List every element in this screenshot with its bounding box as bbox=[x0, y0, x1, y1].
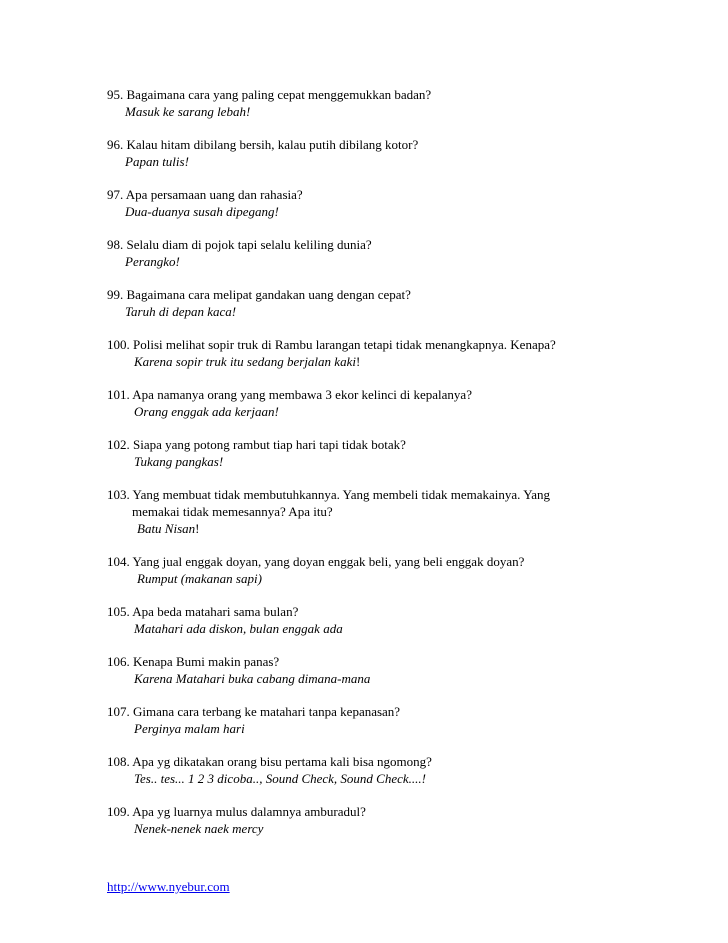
question-number: 98. bbox=[107, 237, 124, 252]
question-text: Bagaimana cara yang paling cepat menggemukkan badan? bbox=[126, 87, 432, 102]
question-text: Yang jual enggak doyan, yang doyan enggak beli, yang beli enggak doyan? bbox=[132, 554, 525, 569]
answer bbox=[107, 570, 617, 587]
answer bbox=[107, 770, 617, 787]
answer-text: Perangko! bbox=[125, 254, 180, 269]
answer bbox=[107, 403, 617, 420]
question-number: 95. bbox=[107, 87, 124, 102]
question-text: Apa beda matahari sama bulan? bbox=[132, 604, 299, 619]
answer bbox=[107, 253, 617, 270]
question-number: 103. bbox=[107, 487, 130, 502]
question bbox=[107, 136, 617, 153]
answer-text: Orang enggak ada kerjaan! bbox=[134, 404, 279, 419]
qa-item bbox=[107, 753, 617, 787]
question bbox=[107, 703, 617, 720]
answer bbox=[107, 103, 617, 120]
question-continuation: memakai tidak memesannya? Apa itu? bbox=[132, 504, 333, 519]
answer-text: Tes.. tes... 1 2 3 dicoba.., Sound Check, Sound Check....! bbox=[134, 771, 426, 786]
answer bbox=[107, 820, 617, 837]
answer-text: Karena Matahari buka cabang dimana-mana bbox=[134, 671, 371, 686]
question-text: Siapa yang potong rambut tiap hari tapi tidak botak? bbox=[133, 437, 406, 452]
question-number: 108. bbox=[107, 754, 130, 769]
question-number: 104. bbox=[107, 554, 130, 569]
answer bbox=[107, 670, 617, 687]
answer-text: Karena sopir truk itu sedang berjalan kaki bbox=[134, 354, 356, 369]
qa-item bbox=[107, 653, 617, 687]
answer-text: Masuk ke sarang lebah! bbox=[125, 104, 251, 119]
question-text: Yang membuat tidak membutuhkannya. Yang membeli tidak memakainya. Yang bbox=[132, 487, 551, 502]
qa-item bbox=[107, 136, 617, 170]
answer bbox=[107, 520, 617, 537]
qa-item bbox=[107, 186, 617, 220]
question bbox=[107, 603, 617, 620]
question-number: 105. bbox=[107, 604, 130, 619]
qa-item bbox=[107, 603, 617, 637]
qa-item bbox=[107, 803, 617, 837]
answer bbox=[107, 453, 617, 470]
answer-text: Matahari ada diskon, bulan enggak ada bbox=[134, 621, 343, 636]
question bbox=[107, 653, 617, 670]
question bbox=[107, 553, 617, 570]
question-number: 96. bbox=[107, 137, 124, 152]
answer-text: Taruh di depan kaca! bbox=[125, 304, 237, 319]
question-text: Selalu diam di pojok tapi selalu keliling dunia? bbox=[126, 237, 372, 252]
question bbox=[107, 336, 617, 353]
question-number: 109. bbox=[107, 804, 130, 819]
answer-text: Dua-duanya susah dipegang! bbox=[125, 204, 279, 219]
question bbox=[107, 386, 617, 403]
qa-item bbox=[107, 486, 617, 537]
answer-suffix: ! bbox=[355, 354, 361, 369]
answer-text: Nenek-nenek naek mercy bbox=[134, 821, 264, 836]
question-text: Kenapa Bumi makin panas? bbox=[133, 654, 280, 669]
answer bbox=[107, 153, 617, 170]
question-text: Bagaimana cara melipat gandakan uang dengan cepat? bbox=[126, 287, 411, 302]
answer-text: Batu Nisan bbox=[137, 521, 196, 536]
question bbox=[107, 486, 617, 503]
qa-list bbox=[107, 86, 617, 853]
qa-item bbox=[107, 86, 617, 120]
question-number: 99. bbox=[107, 287, 124, 302]
qa-item bbox=[107, 286, 617, 320]
question-text: Polisi melihat sopir truk di Rambu larangan tetapi tidak menangkapnya. Kenapa? bbox=[133, 337, 556, 352]
question bbox=[107, 286, 617, 303]
qa-item bbox=[107, 553, 617, 587]
answer bbox=[107, 303, 617, 320]
answer-text: Perginya malam hari bbox=[134, 721, 245, 736]
question bbox=[107, 236, 617, 253]
question-text: Apa yg luarnya mulus dalamnya amburadul? bbox=[132, 804, 366, 819]
question-number: 101. bbox=[107, 387, 130, 402]
question-text: Kalau hitam dibilang bersih, kalau putih dibilang kotor? bbox=[126, 137, 419, 152]
question-text: Apa yg dikatakan orang bisu pertama kali bisa ngomong? bbox=[132, 754, 432, 769]
question-number: 97. bbox=[107, 187, 124, 202]
question-text: Apa namanya orang yang membawa 3 ekor kelinci di kepalanya? bbox=[132, 387, 472, 402]
qa-item bbox=[107, 336, 617, 370]
question-text: Gimana cara terbang ke matahari tanpa kepanasan? bbox=[133, 704, 401, 719]
question-number: 102. bbox=[107, 437, 130, 452]
answer-text: Papan tulis! bbox=[125, 154, 189, 169]
question-number: 107. bbox=[107, 704, 130, 719]
answer bbox=[107, 203, 617, 220]
answer bbox=[107, 353, 617, 370]
question bbox=[107, 186, 617, 203]
qa-item bbox=[107, 436, 617, 470]
question bbox=[107, 753, 617, 770]
question bbox=[107, 436, 617, 453]
answer-suffix: ! bbox=[195, 521, 200, 536]
answer bbox=[107, 620, 617, 637]
question-number: 100. bbox=[107, 337, 130, 352]
answer bbox=[107, 720, 617, 737]
question bbox=[107, 803, 617, 820]
footer-link[interactable]: http://www.nyebur.com bbox=[107, 879, 230, 894]
answer-text: Rumput (makanan sapi) bbox=[137, 571, 262, 586]
qa-item bbox=[107, 236, 617, 270]
question bbox=[107, 86, 617, 103]
qa-item bbox=[107, 386, 617, 420]
question-number: 106. bbox=[107, 654, 130, 669]
qa-item bbox=[107, 703, 617, 737]
question-text: Apa persamaan uang dan rahasia? bbox=[125, 187, 303, 202]
answer-text: Tukang pangkas! bbox=[134, 454, 224, 469]
